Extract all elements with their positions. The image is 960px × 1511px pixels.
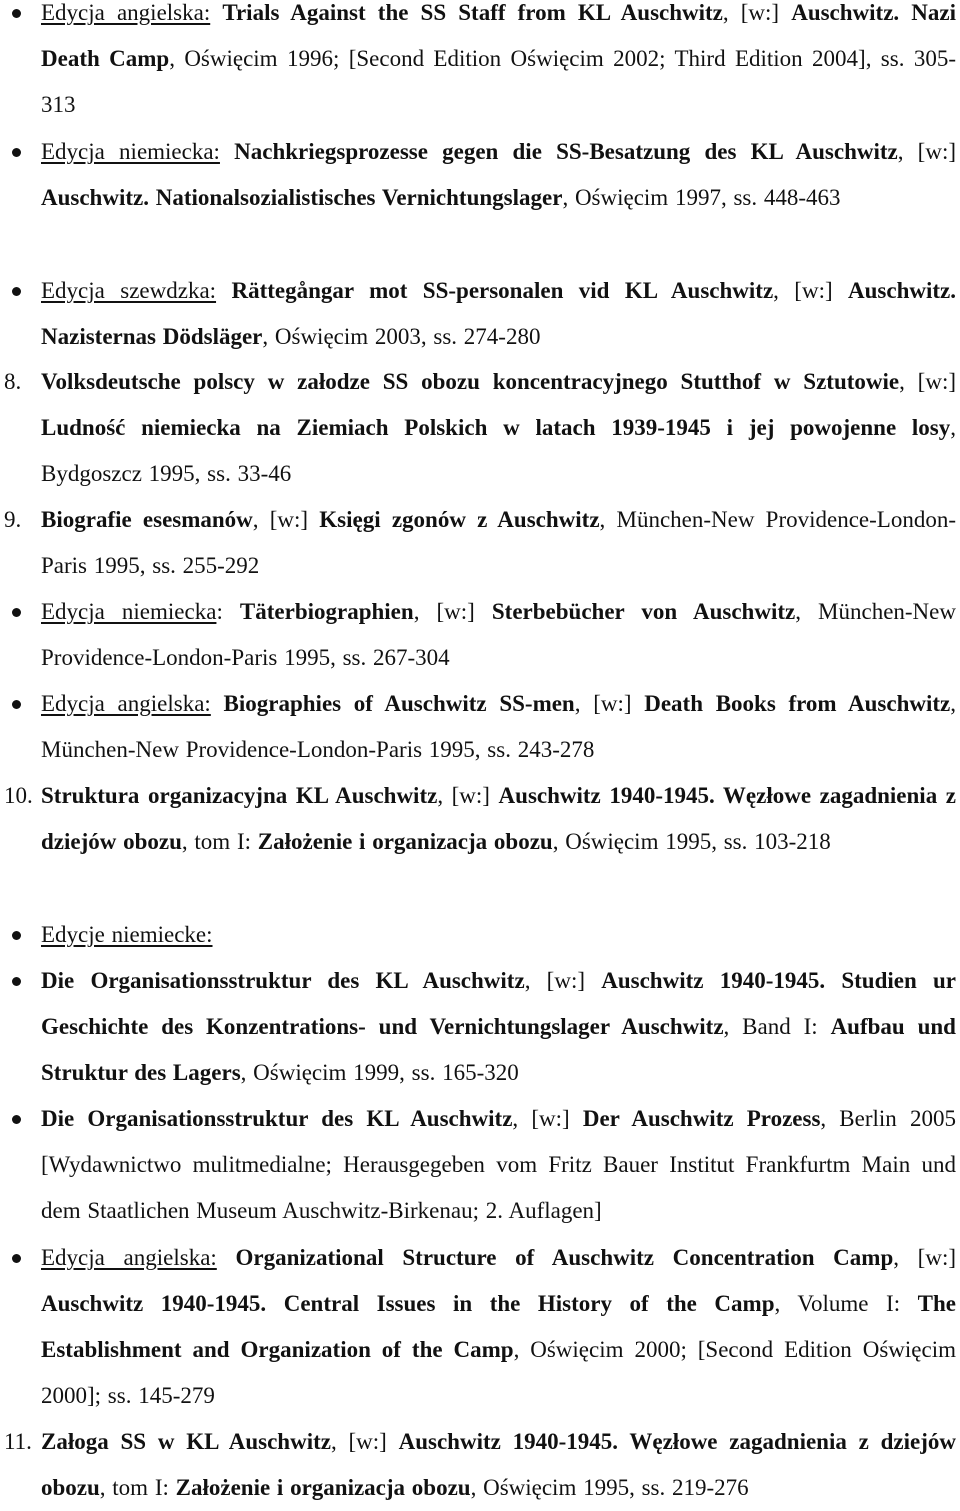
- citation-text: , [w:]: [893, 1245, 956, 1270]
- list-number: 8.: [4, 369, 22, 394]
- entry-text: [41, 1096, 956, 1234]
- bullet-icon: [12, 931, 21, 940]
- title-text: Auschwitz. Nazisternas Dödsläger: [41, 278, 957, 349]
- citation-text: , [w:]: [252, 507, 320, 532]
- citation-text: , [w:]: [330, 1429, 399, 1454]
- title-text: Die Organisationsstruktur des KL Auschwitz: [41, 1106, 513, 1131]
- citation-text: , tom I:: [181, 829, 258, 854]
- citation-text: , Oświęcim 1995, ss. 219-276: [470, 1475, 749, 1500]
- entry-text: [41, 268, 956, 360]
- list-number: 9.: [4, 507, 22, 532]
- citation-text: , Volume I:: [774, 1291, 918, 1316]
- citation-text: , [w:]: [773, 278, 849, 303]
- title-text: Auschwitz 1940-1945. Węzłowe zagadnienia z dziejów obozu: [41, 1429, 956, 1500]
- citation-text: , tom I:: [99, 1475, 176, 1500]
- entry-text: [41, 958, 956, 1096]
- citation-text: , [w:]: [897, 139, 956, 164]
- title-text: Biographies of Auschwitz SS-men: [223, 691, 575, 716]
- title-text: Załoga SS w KL Auschwitz: [41, 1429, 331, 1454]
- bullet-icon: [12, 977, 21, 986]
- entry-text: [41, 0, 956, 128]
- bullet-icon: [12, 1254, 21, 1263]
- title-text: Biografie esesmanów: [41, 507, 253, 532]
- entry-text: [41, 1235, 956, 1419]
- citation-text: , Oświęcim 1999, ss. 165-320: [240, 1060, 519, 1085]
- citation-text: , [w:]: [413, 599, 492, 624]
- entry-text: [41, 359, 956, 497]
- edition-label: Edycja angielska:: [41, 691, 211, 716]
- bullet-icon: [12, 608, 21, 617]
- title-text: Volksdeutsche polscy w załodze SS obozu koncentracyjnego Stutthof w Sztutowie: [41, 369, 900, 394]
- citation-text: [210, 0, 222, 25]
- title-text: Rättegångar mot SS-personalen vid KL Auschwitz: [231, 278, 774, 303]
- title-text: Auschwitz 1940-1945. Central Issues in the History of the Camp: [41, 1291, 775, 1316]
- citation-text: [211, 691, 224, 716]
- citation-text: , [w:]: [437, 783, 499, 808]
- edition-label: Edycja niemiecka: [41, 599, 217, 624]
- title-text: Death Books from Auschwitz: [644, 691, 951, 716]
- citation-text: , München-New Providence-London-Paris 1995, ss. 267-304: [41, 599, 956, 670]
- edition-label: Edycja niemiecka:: [41, 139, 220, 164]
- edition-label: Edycja angielska:: [41, 1245, 217, 1270]
- title-text: Täterbiographien: [239, 599, 414, 624]
- entry-text: [41, 912, 956, 958]
- citation-text: , Berlin 2005 [Wydawnictwo mulitmedialne; Herausgegeben vom Fritz Bauer Institut Frankfurtm Main und dem Staatlichen Museum Auschwitz-Birkenau; 2. Auflagen]: [41, 1106, 956, 1223]
- citation-text: , Bydgoszcz 1995, ss. 33-46: [41, 415, 956, 486]
- bullet-icon: [12, 148, 21, 157]
- citation-text: , [w:]: [899, 369, 957, 394]
- list-number: 11.: [4, 1429, 32, 1454]
- entry-text: [41, 773, 956, 865]
- citation-text: , Oświęcim 1997, ss. 448-463: [562, 185, 841, 210]
- entry-text: [41, 589, 956, 681]
- title-text: Aufbau und Struktur des Lagers: [41, 1014, 956, 1085]
- citation-text: , [w:]: [524, 968, 602, 993]
- title-text: Założenie i organizacja obozu: [175, 1475, 471, 1500]
- citation-text: , München-New Providence-London-Paris 1995, ss. 243-278: [41, 691, 956, 762]
- list-number: 10.: [4, 783, 33, 808]
- title-text: Trials Against the SS Staff from KL Auschwitz: [222, 0, 723, 25]
- title-text: Struktura organizacyjna KL Auschwitz: [41, 783, 438, 808]
- title-text: Auschwitz 1940-1945. Węzłowe zagadnienia z dziejów obozu: [41, 783, 956, 854]
- citation-text: , München-New Providence-London-Paris 1995, ss. 255-292: [41, 507, 956, 578]
- title-text: Auschwitz 1940-1945. Studien ur Geschichte des Konzentrations- und Vernichtungslager Auschwitz: [41, 968, 956, 1039]
- title-text: Der Auschwitz Prozess: [582, 1106, 821, 1131]
- citation-text: , [w:]: [512, 1106, 583, 1131]
- citation-text: , Oświęcim 2000; [Second Edition Oświęcim 2000]; ss. 145-279: [41, 1337, 956, 1408]
- citation-text: , [w:]: [722, 0, 792, 25]
- title-text: Auschwitz. Nationalsozialistisches Vernichtungslager: [41, 185, 563, 210]
- citation-text: , Oświęcim 1996; [Second Edition Oświęcim 2002; Third Edition 2004], ss. 305-313: [41, 46, 956, 117]
- citation-text: [217, 1245, 236, 1270]
- title-text: Księgi zgonów z Auschwitz: [319, 507, 600, 532]
- entry-text: [41, 129, 956, 221]
- title-text: The Establishment and Organization of the Camp: [41, 1291, 956, 1362]
- citation-text: [220, 139, 234, 164]
- edition-label: Edycja angielska:: [41, 0, 211, 25]
- bullet-icon: [12, 287, 21, 296]
- title-text: Założenie i organizacja obozu: [257, 829, 553, 854]
- citation-text: , [w:]: [574, 691, 645, 716]
- bullet-icon: [12, 9, 21, 18]
- bullet-icon: [12, 700, 21, 709]
- bullet-icon: [12, 1115, 21, 1124]
- title-text: Die Organisationsstruktur des KL Auschwitz: [41, 968, 525, 993]
- citation-text: :: [216, 599, 240, 624]
- citation-text: [216, 278, 231, 303]
- citation-text: , Oświęcim 1995, ss. 103-218: [552, 829, 831, 854]
- citation-text: , Band I:: [723, 1014, 831, 1039]
- title-text: Organizational Structure of Auschwitz Concentration Camp: [235, 1245, 894, 1270]
- title-text: Nachkriegsprozesse gegen die SS-Besatzung des KL Auschwitz: [234, 139, 898, 164]
- entry-text: [41, 681, 956, 773]
- title-text: Ludność niemiecka na Ziemiach Polskich w latach 1939-1945 i jej powojenne losy: [41, 415, 951, 440]
- title-text: Auschwitz. Nazi Death Camp: [41, 0, 956, 71]
- entry-text: [41, 497, 956, 589]
- entry-text: [41, 1419, 956, 1511]
- title-text: Sterbebücher von Auschwitz: [491, 599, 796, 624]
- edition-label: Edycja szewdzka:: [41, 278, 217, 303]
- citation-text: , Oświęcim 2003, ss. 274-280: [262, 324, 541, 349]
- edition-label: Edycje niemiecke:: [41, 922, 213, 947]
